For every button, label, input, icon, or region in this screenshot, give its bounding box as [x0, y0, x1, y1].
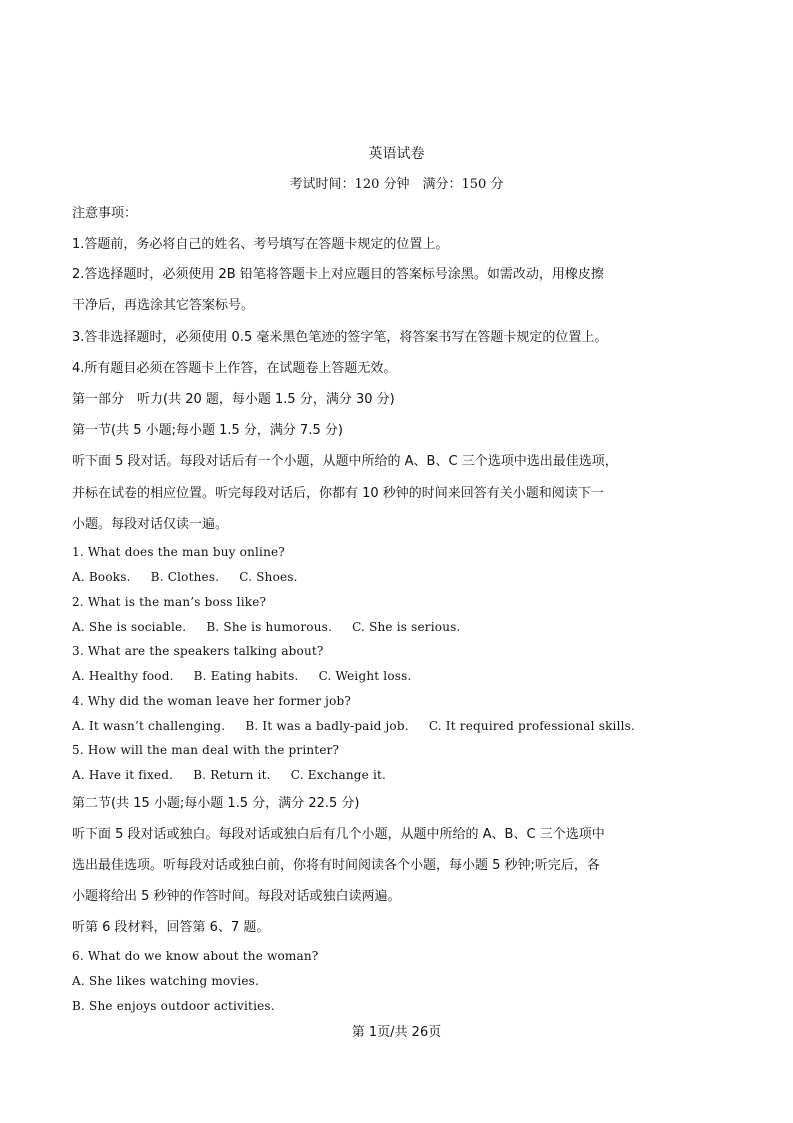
question-5-options: A. Have it fixed. B. Return it. C. Exchange it.	[72, 768, 387, 782]
notes-item: 1.答题前，务必将自己的姓名、考号填写在答题卡规定的位置上。	[72, 237, 449, 252]
section2-instructions: 听下面 5 段对话或独白。每段对话或独白后有几个小题，从题中所给的 A、B、C 三个选项中	[72, 827, 605, 842]
question-4-options: A. It wasn’t challenging. B. It was a badly-paid job. C. It required professional skills.	[72, 719, 636, 733]
question-1: 1. What does the man buy online?	[72, 545, 285, 559]
question-3: 3. What are the speakers talking about?	[72, 644, 324, 658]
exam-time-score: 考试时间：120 分钟 满分：150 分	[289, 177, 504, 192]
question-1-options: A. Books. B. Clothes. C. Shoes.	[72, 570, 298, 584]
notes-item: 干净后，再选涂其它答案标号。	[72, 298, 255, 313]
question-6: 6. What do we know about the woman?	[72, 949, 319, 963]
section1-instructions: 听下面 5 段对话。每段对话后有一个小题，从题中所给的 A、B、C 三个选项中选出最佳选项，	[72, 454, 618, 469]
question-2-options: A. She is sociable. B. She is humorous. C. She is serious.	[72, 620, 461, 634]
page-number: 第 1页/共 26页	[351, 1025, 442, 1040]
question-3-options: A. Healthy food. B. Eating habits. C. Weight loss.	[72, 669, 412, 683]
question-6-option-b: B. She enjoys outdoor activities.	[72, 999, 275, 1013]
section2-instructions: 小题将给出 5 秒钟的作答时间。每段对话或独白读两遍。	[72, 889, 401, 904]
section1-instructions: 并标在试卷的相应位置。听完每段对话后，你都有 10 秒钟的时间来回答有关小题和阅读下一	[72, 486, 604, 501]
notes-item: 4.所有题目必须在答题卡上作答，在试题卷上答题无效。	[72, 361, 397, 376]
question-5: 5. How will the man deal with the printer?	[72, 743, 340, 757]
section2-instructions: 选出最佳选项。听每段对话或独白前，你将有时间阅读各个小题，每小题 5 秒钟;听完后，各	[72, 858, 600, 873]
notes-heading: 注意事项：	[72, 206, 138, 221]
question-2: 2. What is the man’s boss like?	[72, 595, 267, 609]
question-4: 4. Why did the woman leave her former job?	[72, 694, 352, 708]
notes-item: 3.答非选择题时，必须使用 0.5 毫米黑色笔迹的签字笔，将答案书写在答题卡规定的位置上。	[72, 330, 608, 345]
question-6-option-a: A. She likes watching movies.	[72, 974, 260, 988]
section2-heading: 第二节(共 15 小题;每小题 1.5 分，满分 22.5 分)	[72, 796, 360, 811]
section1-heading: 第一节(共 5 小题;每小题 1.5 分，满分 7.5 分)	[72, 423, 343, 438]
page-title: 英语试卷	[368, 146, 425, 162]
notes-item: 2.答选择题时，必须使用 2B 铅笔将答题卡上对应题目的答案标号涂黑。如需改动，用橡皮擦	[72, 267, 604, 282]
section1-instructions: 小题。每段对话仅读一遍。	[72, 517, 229, 532]
part1-heading: 第一部分 听力(共 20 题，每小题 1.5 分，满分 30 分)	[72, 392, 395, 407]
material-6-heading: 听第 6 段材料，回答第 6、7 题。	[72, 920, 270, 935]
